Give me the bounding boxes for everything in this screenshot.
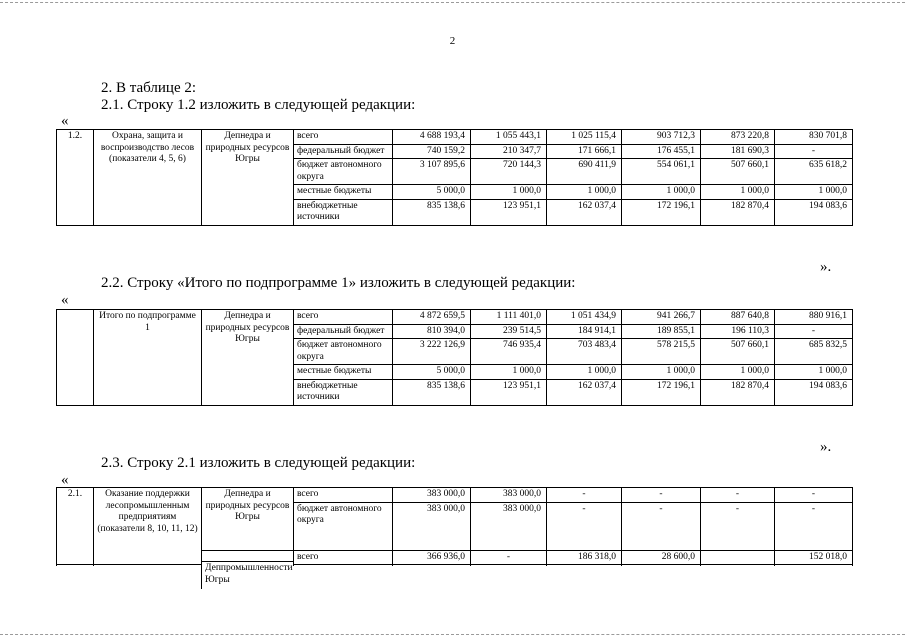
close-quote-1: ». bbox=[820, 259, 832, 275]
page-number: 2 bbox=[449, 35, 456, 47]
funding-source: всего bbox=[294, 310, 393, 325]
measure-name: Итого по подпрограмме 1 bbox=[94, 310, 202, 406]
heading-section3: 2.3. Строку 2.1 изложить в следующей редакции: bbox=[101, 455, 416, 471]
value-cell: 366 936,0 bbox=[393, 550, 471, 565]
value-cell: 196 110,3 bbox=[701, 324, 775, 339]
value-cell: 1 000,0 bbox=[775, 365, 853, 380]
responsible-dept: Депнедра и природных ресурсов Югры bbox=[202, 130, 294, 226]
value-cell: 3 222 126,9 bbox=[393, 339, 471, 365]
value-cell: 189 855,1 bbox=[622, 324, 701, 339]
table-row bbox=[57, 488, 853, 503]
responsible-dept: Депнедра и природных ресурсов Югры bbox=[202, 488, 294, 551]
open-quote-1: « bbox=[61, 113, 69, 129]
value-cell: 1 111 401,0 bbox=[471, 310, 547, 325]
value-cell: - bbox=[775, 144, 853, 159]
value-cell: 162 037,4 bbox=[547, 199, 622, 225]
value-cell: 740 159,2 bbox=[393, 144, 471, 159]
value-cell: 507 660,1 bbox=[701, 339, 775, 365]
value-cell: 181 690,3 bbox=[701, 144, 775, 159]
open-quote-2: « bbox=[61, 292, 69, 308]
value-cell bbox=[701, 550, 775, 565]
value-cell: 1 025 115,4 bbox=[547, 130, 622, 145]
funding-source: местные бюджеты bbox=[294, 365, 393, 380]
value-cell: 28 600,0 bbox=[622, 550, 701, 565]
value-cell: 941 266,7 bbox=[622, 310, 701, 325]
heading-main: 2. В таблице 2: bbox=[101, 80, 197, 96]
value-cell: 172 196,1 bbox=[622, 379, 701, 405]
value-cell: 1 000,0 bbox=[622, 365, 701, 380]
value-cell: 182 870,4 bbox=[701, 379, 775, 405]
scan-bottom-edge bbox=[0, 634, 905, 635]
value-cell: 1 000,0 bbox=[471, 365, 547, 380]
value-cell: 383 000,0 bbox=[471, 488, 547, 503]
value-cell: 507 660,1 bbox=[701, 159, 775, 185]
responsible-dept: Депнедра и природных ресурсов Югры bbox=[202, 310, 294, 406]
value-cell: 703 483,4 bbox=[547, 339, 622, 365]
value-cell: 880 916,1 bbox=[775, 310, 853, 325]
value-cell: 123 951,1 bbox=[471, 379, 547, 405]
value-cell: 873 220,8 bbox=[701, 130, 775, 145]
table-subprogram-total bbox=[56, 309, 853, 406]
value-cell: 4 688 193,4 bbox=[393, 130, 471, 145]
value-cell: - bbox=[471, 550, 547, 565]
value-cell: 5 000,0 bbox=[393, 365, 471, 380]
responsible-dept-2: Деппромышленности Югры bbox=[201, 561, 293, 589]
table-row bbox=[57, 130, 853, 145]
value-cell: 194 083,6 bbox=[775, 199, 853, 225]
value-cell: 123 951,1 bbox=[471, 199, 547, 225]
value-cell: 162 037,4 bbox=[547, 379, 622, 405]
value-cell: 887 640,8 bbox=[701, 310, 775, 325]
value-cell: 578 215,5 bbox=[622, 339, 701, 365]
value-cell: 239 514,5 bbox=[471, 324, 547, 339]
value-cell: 383 000,0 bbox=[471, 502, 547, 550]
value-cell: 1 000,0 bbox=[701, 365, 775, 380]
value-cell: 4 872 659,5 bbox=[393, 310, 471, 325]
funding-source: бюджет автономного округа bbox=[294, 159, 393, 185]
value-cell: 690 411,9 bbox=[547, 159, 622, 185]
value-cell: - bbox=[701, 502, 775, 550]
value-cell: 186 318,0 bbox=[547, 550, 622, 565]
value-cell: 383 000,0 bbox=[393, 488, 471, 503]
funding-source: всего bbox=[294, 488, 393, 503]
value-cell: 903 712,3 bbox=[622, 130, 701, 145]
value-cell: 152 018,0 bbox=[775, 550, 853, 565]
measure-name: Охрана, защита и воспроизводство лесов (показатели 4, 5, 6) bbox=[94, 130, 202, 226]
value-cell: 1 000,0 bbox=[471, 185, 547, 200]
value-cell: 1 000,0 bbox=[775, 185, 853, 200]
value-cell: - bbox=[622, 488, 701, 503]
value-cell: 172 196,1 bbox=[622, 199, 701, 225]
funding-source: внебюджетные источники bbox=[294, 199, 393, 225]
row-number: 1.2. bbox=[57, 130, 94, 226]
value-cell: 830 701,8 bbox=[775, 130, 853, 145]
value-cell: 194 083,6 bbox=[775, 379, 853, 405]
value-cell: 746 935,4 bbox=[471, 339, 547, 365]
funding-source: всего bbox=[294, 130, 393, 145]
value-cell: - bbox=[547, 488, 622, 503]
value-cell: 635 618,2 bbox=[775, 159, 853, 185]
value-cell: 835 138,6 bbox=[393, 379, 471, 405]
value-cell: - bbox=[622, 502, 701, 550]
value-cell: 1 051 434,9 bbox=[547, 310, 622, 325]
row-number bbox=[57, 310, 94, 406]
value-cell: 3 107 895,6 bbox=[393, 159, 471, 185]
value-cell: 1 000,0 bbox=[547, 185, 622, 200]
table-row bbox=[57, 310, 853, 325]
value-cell: 554 061,1 bbox=[622, 159, 701, 185]
open-quote-3: « bbox=[61, 472, 69, 488]
funding-source: местные бюджеты bbox=[294, 185, 393, 200]
funding-source: бюджет автономного округа bbox=[294, 339, 393, 365]
value-cell: 720 144,3 bbox=[471, 159, 547, 185]
value-cell: - bbox=[775, 324, 853, 339]
value-cell: 184 914,1 bbox=[547, 324, 622, 339]
funding-source: федеральный бюджет bbox=[294, 144, 393, 159]
funding-source: федеральный бюджет bbox=[294, 324, 393, 339]
row-number: 2.1. bbox=[57, 488, 94, 565]
value-cell: 171 666,1 bbox=[547, 144, 622, 159]
value-cell: 1 000,0 bbox=[622, 185, 701, 200]
value-cell: - bbox=[547, 502, 622, 550]
funding-source: бюджет автономного округа bbox=[294, 502, 393, 550]
table-row-2-1 bbox=[56, 487, 853, 565]
value-cell: - bbox=[775, 502, 853, 550]
table-row-1-2 bbox=[56, 129, 853, 226]
value-cell: - bbox=[701, 488, 775, 503]
heading-section1: 2.1. Строку 1.2 изложить в следующей редакции: bbox=[101, 97, 416, 113]
value-cell: 810 394,0 bbox=[393, 324, 471, 339]
value-cell: 1 000,0 bbox=[547, 365, 622, 380]
heading-section2: 2.2. Строку «Итого по подпрограмме 1» изложить в следующей редакции: bbox=[101, 275, 576, 291]
funding-source: всего bbox=[294, 550, 393, 565]
value-cell: 1 000,0 bbox=[701, 185, 775, 200]
value-cell: 685 832,5 bbox=[775, 339, 853, 365]
value-cell: 1 055 443,1 bbox=[471, 130, 547, 145]
value-cell: 835 138,6 bbox=[393, 199, 471, 225]
value-cell: 182 870,4 bbox=[701, 199, 775, 225]
value-cell: - bbox=[775, 488, 853, 503]
value-cell: 210 347,7 bbox=[471, 144, 547, 159]
value-cell: 5 000,0 bbox=[393, 185, 471, 200]
close-quote-2: ». bbox=[820, 439, 832, 455]
scan-top-edge bbox=[0, 2, 905, 3]
value-cell: 176 455,1 bbox=[622, 144, 701, 159]
value-cell: 383 000,0 bbox=[393, 502, 471, 550]
measure-name: Оказание поддержки лесопромышленным предприятиям (показатели 8, 10, 11, 12) bbox=[94, 488, 202, 565]
funding-source: внебюджетные источники bbox=[294, 379, 393, 405]
